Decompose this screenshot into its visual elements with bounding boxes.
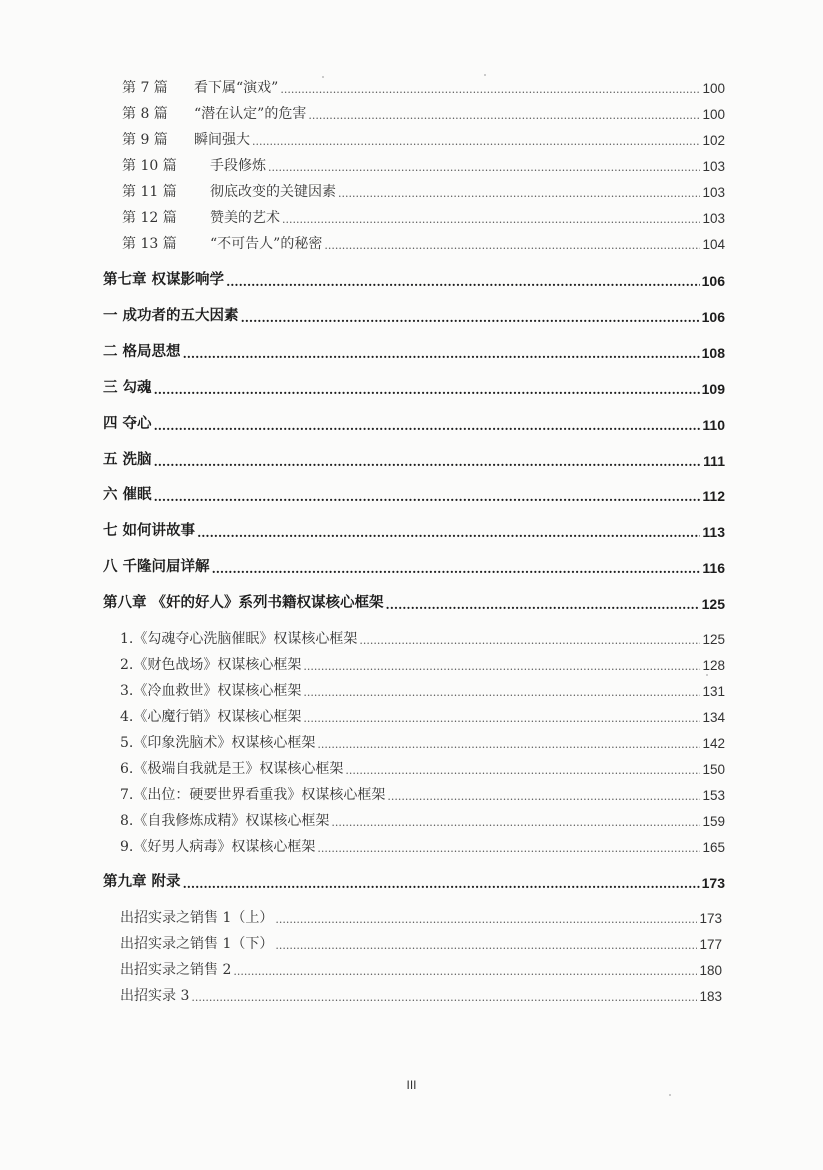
section-title: 七 如何讲故事	[103, 522, 196, 539]
leader-dots	[324, 240, 700, 251]
toc-entry-label: 第 8 篇 “潜在认定”的危害	[122, 106, 307, 122]
toc-entry-label: 6.《极端自我就是王》权谋核心框架	[120, 761, 344, 777]
toc-entry[interactable]	[120, 788, 725, 802]
leader-dots	[308, 110, 700, 121]
page-number: 113	[702, 523, 725, 540]
leader-dots	[154, 456, 702, 468]
toc-section[interactable]	[103, 453, 725, 468]
scan-speck	[706, 674, 708, 676]
leader-dots	[154, 491, 701, 503]
toc-entry-label: 第 9 篇 瞬间强大	[122, 132, 250, 148]
toc-entry[interactable]	[120, 937, 722, 951]
toc-entry[interactable]	[120, 632, 725, 646]
leader-dots	[338, 188, 700, 199]
leader-dots	[268, 162, 700, 173]
toc-section[interactable]	[103, 381, 725, 396]
toc-entry-label: 出招实录之销售 1（下）	[120, 936, 274, 952]
page-number: 153	[702, 787, 725, 803]
toc-chapter[interactable]	[103, 273, 725, 288]
page-number: 110	[702, 416, 725, 433]
leader-dots	[183, 348, 700, 360]
scan-speck	[322, 76, 324, 78]
leader-dots	[252, 136, 700, 147]
page-number: 142	[702, 735, 725, 751]
page-number: 165	[702, 839, 725, 855]
page-number: 103	[702, 158, 725, 174]
page-number: 106	[701, 308, 725, 325]
section-title: 五 洗脑	[103, 451, 152, 468]
page-number: 128	[702, 657, 725, 673]
section-title: 四 夺心	[103, 415, 152, 432]
toc-entry-label: 第 11 篇 彻底改变的关键因素	[122, 184, 336, 200]
page-number: 183	[699, 988, 722, 1004]
page-number: 104	[702, 236, 725, 252]
toc-chapter[interactable]	[103, 875, 725, 890]
page-number: 111	[703, 452, 725, 469]
toc-entry[interactable]	[120, 963, 722, 977]
toc-entry-label: 2.《财色战场》权谋核心框架	[120, 657, 302, 673]
toc-section[interactable]	[103, 524, 725, 539]
toc-entry-label: 7.《出位：硬要世界看重我》权谋核心框架	[120, 787, 386, 803]
toc-entry[interactable]	[122, 185, 725, 199]
leader-dots	[303, 661, 700, 672]
toc-entry-label: 第 13 篇 “不可告人”的秘密	[122, 236, 323, 252]
toc-entry-label: 第 12 篇 赞美的艺术	[122, 210, 280, 226]
page-number: 173	[699, 910, 722, 926]
toc-entry[interactable]	[120, 684, 725, 698]
page-number: 125	[702, 631, 725, 647]
toc-entry-label: 1.《勾魂夺心洗脑催眠》权谋核心框架	[120, 631, 358, 647]
leader-dots	[154, 384, 700, 396]
page-number: 131	[702, 683, 725, 699]
page-number: 108	[701, 344, 725, 361]
toc-entry-label: 出招实录 3	[120, 988, 190, 1004]
toc-entry[interactable]	[120, 762, 725, 776]
page-number: 116	[702, 559, 725, 576]
leader-dots	[282, 214, 700, 225]
toc-chapter[interactable]	[103, 596, 725, 611]
leader-dots	[387, 791, 700, 802]
toc-entry-label: 4.《心魔行销》权谋核心框架	[120, 709, 302, 725]
leader-dots	[386, 599, 700, 611]
leader-dots	[331, 817, 700, 828]
leader-dots	[197, 527, 700, 539]
chapter-title: 第七章 权谋影响学	[103, 271, 225, 288]
toc-entry-label: 8.《自我修炼成精》权谋核心框架	[120, 813, 330, 829]
toc-section[interactable]	[103, 417, 725, 432]
page-number: 125	[701, 595, 725, 612]
leader-dots	[303, 687, 700, 698]
page-number: 100	[702, 80, 725, 96]
leader-dots	[191, 992, 697, 1003]
leader-dots	[154, 420, 701, 432]
toc-section[interactable]	[103, 309, 725, 324]
page-number: 180	[699, 962, 722, 978]
leader-dots	[303, 713, 700, 724]
page-number: 150	[702, 761, 725, 777]
toc-entry-label: 出招实录之销售 2	[120, 962, 232, 978]
toc-entry-label: 9.《好男人病毒》权谋核心框架	[120, 839, 316, 855]
leader-dots	[359, 635, 700, 646]
page-number: 134	[702, 709, 725, 725]
leader-dots	[317, 843, 700, 854]
leader-dots	[183, 878, 700, 890]
page-number: 103	[702, 210, 725, 226]
chapter-title: 第八章 《奸的好人》系列书籍权谋核心框架	[103, 594, 384, 611]
toc-entry[interactable]	[120, 911, 722, 925]
toc-entry[interactable]	[122, 159, 725, 173]
page-number: 112	[702, 487, 725, 504]
section-title: 三 勾魂	[103, 379, 152, 396]
section-title: 二 格局思想	[103, 343, 181, 360]
toc-entry-label: 第 10 篇 手段修炼	[122, 158, 266, 174]
leader-dots	[345, 765, 700, 776]
toc-entry-label: 第 7 篇 看下属“演戏”	[122, 80, 279, 96]
leader-dots	[280, 84, 700, 95]
leader-dots	[233, 966, 697, 977]
toc-entry-label: 5.《印象洗脑术》权谋核心框架	[120, 735, 316, 751]
page-number: 100	[702, 106, 725, 122]
toc-entry[interactable]	[122, 81, 725, 95]
toc-entry[interactable]	[122, 107, 725, 121]
page-number: 103	[702, 184, 725, 200]
toc-entry[interactable]	[120, 736, 725, 750]
page-number: 159	[702, 813, 725, 829]
section-title: 一 成功者的五大因素	[103, 307, 239, 324]
leader-dots	[275, 940, 697, 951]
scan-speck	[669, 1094, 671, 1096]
page-number: 106	[701, 272, 725, 289]
toc-entry[interactable]	[120, 989, 722, 1003]
leader-dots	[226, 276, 700, 288]
section-title: 六 催眠	[103, 486, 152, 503]
leader-dots	[212, 563, 701, 575]
toc-entry[interactable]	[122, 211, 725, 225]
page-number: 177	[699, 936, 722, 952]
toc-entry[interactable]	[120, 658, 725, 672]
toc-section[interactable]	[103, 488, 725, 503]
scan-speck	[484, 74, 486, 76]
leader-dots	[317, 739, 700, 750]
chapter-title: 第九章 附录	[103, 873, 181, 890]
page-number: 109	[701, 380, 725, 397]
toc-entry[interactable]	[122, 237, 725, 251]
leader-dots	[275, 914, 697, 925]
toc-entry[interactable]	[120, 814, 725, 828]
toc-section[interactable]	[103, 560, 725, 575]
toc-entry[interactable]	[120, 840, 725, 854]
toc-entry[interactable]	[122, 133, 725, 147]
section-title: 八 千隆问屇详解	[103, 558, 210, 575]
footer-page-number: III	[406, 1078, 417, 1092]
page-number: 173	[701, 874, 725, 891]
toc-section[interactable]	[103, 345, 725, 360]
toc-entry-label: 3.《冷血救世》权谋核心框架	[120, 683, 302, 699]
toc-entry-label: 出招实录之销售 1（上）	[120, 910, 274, 926]
page-number: 102	[702, 132, 725, 148]
leader-dots	[241, 312, 700, 324]
toc-entry[interactable]	[120, 710, 725, 724]
